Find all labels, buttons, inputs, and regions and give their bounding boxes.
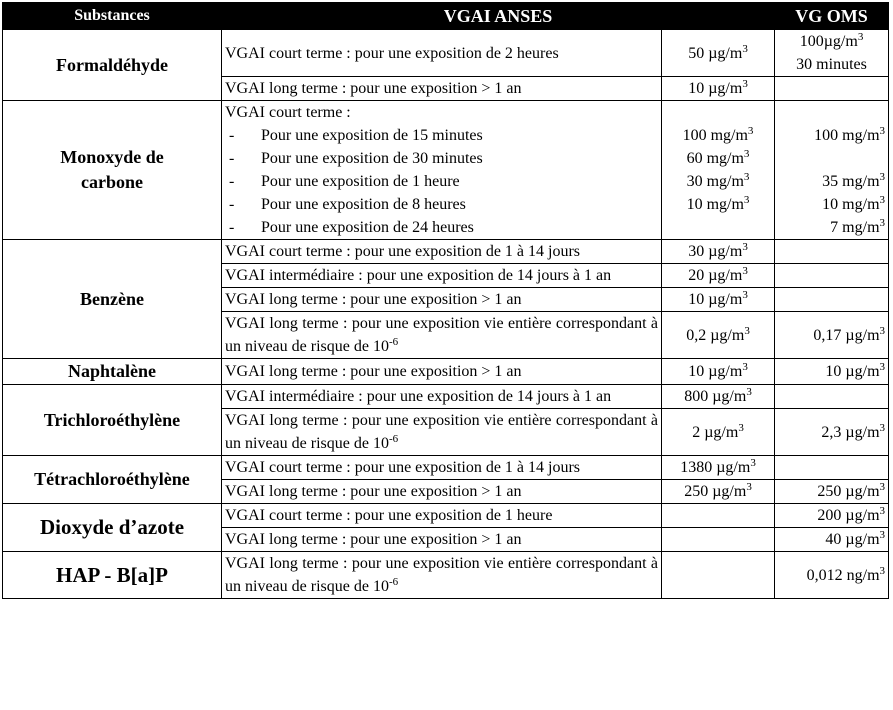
anses-value: 20 $\mu g/m^3$ <box>662 264 775 288</box>
oms-value: 200 $\mu g/m^3$ <box>775 504 889 528</box>
table-row <box>3 359 889 385</box>
substance-trichloroethylene: Trichloroéthylène <box>3 385 222 456</box>
value-description: VGAI long terme : pour une exposition > 1 an <box>222 288 662 312</box>
guideline-values-table <box>2 2 889 599</box>
substance-carbon-monoxide: Monoxyde de carbone <box>3 101 222 240</box>
substance-nitrogen-dioxide: Dioxyde d’azote <box>3 504 222 552</box>
substance-benzene: Benzène <box>3 240 222 359</box>
value-description: VGAI long terme : pour une exposition > 1 an <box>222 528 662 552</box>
oms-value: 10 $\mu g/m^3$ <box>775 359 889 385</box>
value-description: VGAI long terme : pour une exposition vie entière correspondant à un niveau de risque de $10^{-6}$ <box>222 312 662 359</box>
header-vg-oms: VG OMS <box>775 3 889 30</box>
table-row <box>3 101 889 240</box>
anses-value: 10 $\mu g/m^3$ <box>662 77 775 101</box>
table-row <box>3 504 889 528</box>
value-description: VGAI court terme : pour une exposition de 1 à 14 jours <box>222 456 662 480</box>
table-row <box>3 385 889 409</box>
oms-value: 0,012 $ng/m^3$ <box>775 552 889 599</box>
table-row <box>3 30 889 77</box>
oms-value <box>775 77 889 101</box>
substance-hap-bap: HAP - B[a]P <box>3 552 222 599</box>
table-row <box>3 552 889 599</box>
value-description: VGAI intermédiaire : pour une exposition de 14 jours à 1 an <box>222 385 662 409</box>
substance-formaldehyde: Formaldéhyde <box>3 30 222 101</box>
anses-value: 100 $mg/m^3$ 60 $mg/m^3$ 30 $mg/m^3$ 10 $mg/m^3$ <box>662 101 775 240</box>
anses-value: 10 $\mu g/m^3$ <box>662 288 775 312</box>
oms-value <box>775 240 889 264</box>
oms-value <box>775 385 889 409</box>
oms-value <box>775 264 889 288</box>
oms-value <box>775 288 889 312</box>
header-substances: Substances <box>3 3 222 30</box>
anses-value: 0,2 $\mu g/m^3$ <box>662 312 775 359</box>
value-description: VGAI long terme : pour une exposition vie entière correspondant à un niveau de risque de $10^{-6}$ <box>222 552 662 599</box>
header-vgai-anses: VGAI ANSES <box>222 3 775 30</box>
oms-value: 40 $\mu g/m^3$ <box>775 528 889 552</box>
anses-value: 800 $\mu g/m^3$ <box>662 385 775 409</box>
value-description: VGAI long terme : pour une exposition > 1 an <box>222 480 662 504</box>
oms-value: $100\mu g/m^3$ 30 minutes <box>775 30 889 77</box>
anses-value <box>662 504 775 528</box>
header-row <box>3 3 889 30</box>
value-description: VGAI long terme : pour une exposition > 1 an <box>222 359 662 385</box>
value-description: VGAI court terme : pour une exposition de 1 à 14 jours <box>222 240 662 264</box>
oms-value: 250 $\mu g/m^3$ <box>775 480 889 504</box>
anses-value: 250 $\mu g/m^3$ <box>662 480 775 504</box>
anses-value <box>662 528 775 552</box>
anses-value: 10 $\mu g/m^3$ <box>662 359 775 385</box>
value-description: VGAI court terme : - Pour une exposition de 15 minutes - Pour une exposition de 30 minutes - Pour une exposition de 1 heure - Pour une exposition de 8 heures - Pour une exposition de 24 heures <box>222 101 662 240</box>
anses-value: 2 $\mu g/m^3$ <box>662 409 775 456</box>
value-description: VGAI court terme : pour une exposition de 1 heure <box>222 504 662 528</box>
anses-value <box>662 552 775 599</box>
table-row <box>3 240 889 264</box>
oms-value: 0,17 $\mu g/m^3$ <box>775 312 889 359</box>
table-row <box>3 456 889 480</box>
value-description: VGAI long terme : pour une exposition > 1 an <box>222 77 662 101</box>
anses-value: 50 $\mu g/m^3$ <box>662 30 775 77</box>
value-description: VGAI court terme : pour une exposition de 2 heures <box>222 30 662 77</box>
substance-tetrachloroethylene: Tétrachloroéthylène <box>3 456 222 504</box>
oms-value: 100 $mg/m^3$ 35 $mg/m^3$ 10 $mg/m^3$ 7 $mg/m^3$ <box>775 101 889 240</box>
anses-value: 1380 $\mu g/m^3$ <box>662 456 775 480</box>
oms-value: 2,3 $\mu g/m^3$ <box>775 409 889 456</box>
anses-value: 30 $\mu g/m^3$ <box>662 240 775 264</box>
value-description: VGAI intermédiaire : pour une exposition de 14 jours à 1 an <box>222 264 662 288</box>
value-description: VGAI long terme : pour une exposition vie entière correspondant à un niveau de risque de $10^{-6}$ <box>222 409 662 456</box>
substance-naphthalene: Naphtalène <box>3 359 222 385</box>
oms-value <box>775 456 889 480</box>
